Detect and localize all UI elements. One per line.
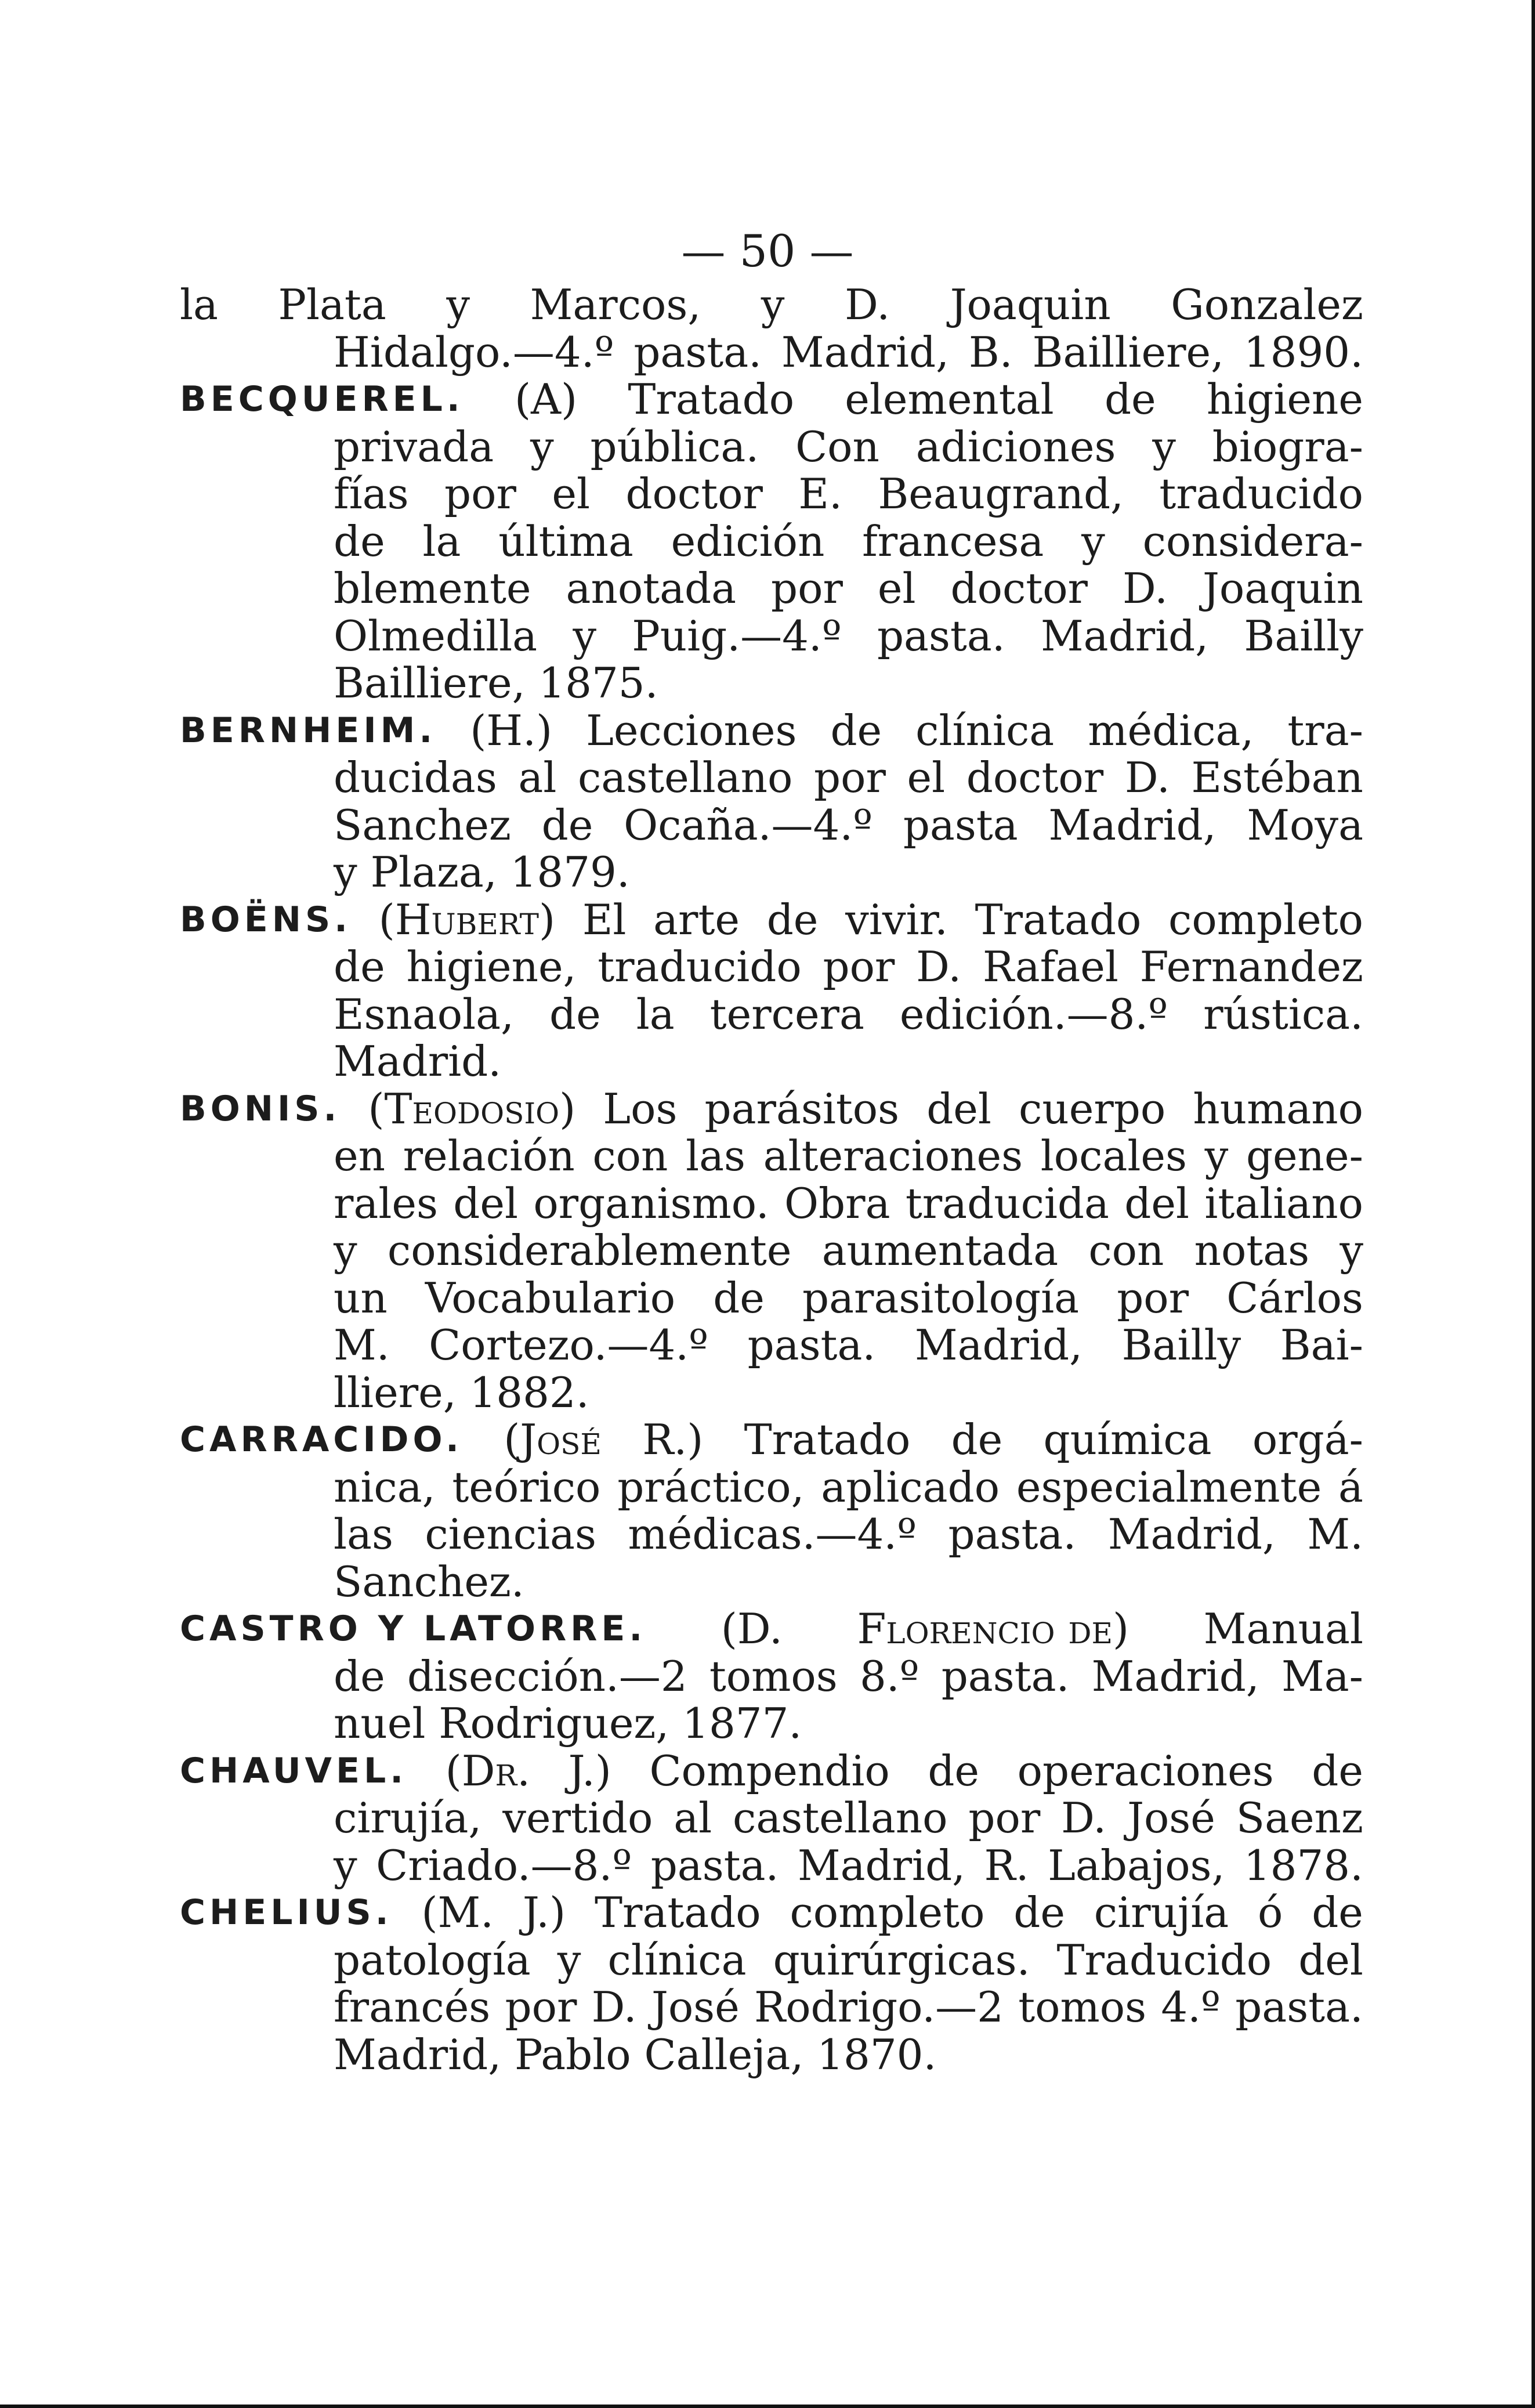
word: humano — [1193, 1084, 1363, 1133]
word: anotada — [566, 564, 737, 613]
word: El — [582, 895, 627, 944]
author-name: CASTRO Y LATORRE. — [180, 1608, 647, 1649]
word: Traducido — [1056, 1935, 1272, 1984]
word: francesa — [862, 516, 1044, 566]
text-line — [180, 1133, 1363, 1180]
word: operaciones — [1017, 1746, 1274, 1795]
word: de — [541, 800, 593, 849]
word: Vocabulario — [425, 1273, 676, 1322]
word: traducido — [1159, 469, 1363, 518]
word: pasta. — [877, 611, 1005, 660]
word: y Plaza, 1879. — [334, 848, 630, 896]
word: y — [573, 611, 597, 660]
word: Gonzalez — [1171, 280, 1363, 329]
text-line — [180, 1653, 1363, 1701]
word: al — [674, 1794, 712, 1842]
word: (D. — [721, 1604, 783, 1653]
word: Madrid, — [781, 327, 950, 377]
word: clínica — [607, 1935, 747, 1984]
word: por — [444, 469, 516, 518]
word: Madrid, — [1091, 1651, 1259, 1701]
word: blemente — [334, 564, 531, 613]
word: (M. — [421, 1888, 494, 1937]
word: de — [713, 1273, 765, 1322]
word: Sanchez. — [334, 1557, 524, 1606]
word: D. — [591, 1983, 637, 2031]
word: pública. — [590, 422, 759, 471]
word: por — [771, 564, 843, 613]
word: la — [636, 989, 675, 1039]
word: pasta — [903, 800, 1018, 849]
word: de — [549, 989, 601, 1039]
word: aplicado — [821, 1462, 1000, 1512]
word: Plata — [278, 280, 386, 329]
word: pasta. — [941, 1651, 1070, 1701]
word: D. — [1061, 1794, 1107, 1842]
word: tomos — [709, 1651, 838, 1701]
author-given-name: (Hubert) — [378, 895, 556, 944]
text-line — [180, 1038, 1363, 1086]
word: ciencias — [425, 1510, 596, 1559]
word: locales — [1040, 1131, 1187, 1180]
author-name: CHELIUS. — [180, 1892, 393, 1933]
text-line — [180, 1227, 1363, 1275]
word: Bailliere, — [1032, 327, 1224, 377]
word: Ma- — [1281, 1651, 1363, 1701]
author-given-name: (Teodosio) — [368, 1084, 576, 1133]
entry-heading-line — [180, 1086, 1363, 1133]
word: organismo. — [533, 1178, 769, 1228]
word: pasta. — [948, 1510, 1077, 1559]
word: de — [334, 1651, 385, 1701]
text-line — [180, 1795, 1363, 1842]
text-line — [180, 518, 1363, 566]
word: R. — [984, 1841, 1029, 1890]
word: parasitología — [802, 1273, 1080, 1322]
word: pasta. — [633, 327, 762, 377]
word: de — [1312, 1746, 1363, 1795]
entry-heading-line — [180, 1606, 1363, 1653]
entry-heading-line — [180, 1889, 1363, 1937]
word: y — [557, 1935, 581, 1984]
text-line — [180, 1842, 1363, 1890]
word: y — [1081, 516, 1105, 566]
word: Rafael — [982, 942, 1118, 991]
word: Madrid, — [1048, 800, 1217, 849]
text-line — [180, 1369, 1363, 1417]
author-name: BERNHEIM. — [180, 710, 437, 751]
word: considerablemente — [387, 1226, 792, 1275]
word: 4.º — [1161, 1983, 1221, 2031]
entry-heading-line — [180, 376, 1363, 424]
word: y — [446, 280, 470, 329]
word: tra- — [1287, 706, 1363, 755]
author-name: CHAUVEL. — [180, 1750, 408, 1791]
word: y — [334, 1226, 357, 1275]
word: por — [1117, 1273, 1189, 1322]
word: nuel Rodriguez, 1877. — [334, 1699, 802, 1748]
word: completo — [1168, 895, 1363, 944]
word: M. — [334, 1321, 390, 1369]
word: 1890. — [1243, 327, 1363, 377]
author-name: BOËNS. — [180, 899, 352, 940]
word: el — [552, 469, 590, 518]
word: Joaquin — [950, 280, 1111, 329]
word: B. — [968, 327, 1013, 377]
text-line — [180, 1559, 1363, 1606]
word: en — [334, 1131, 385, 1180]
word: orgá- — [1252, 1415, 1363, 1464]
word: un — [334, 1273, 388, 1322]
word: pasta. — [1235, 1983, 1363, 2031]
text-line — [180, 849, 1363, 896]
word: Esnaola, — [334, 989, 514, 1039]
word: Fernandez — [1139, 942, 1363, 991]
word: Bai- — [1280, 1321, 1363, 1369]
word: higiene, — [406, 942, 577, 991]
text-line — [180, 281, 1363, 329]
word: á — [1338, 1462, 1363, 1512]
word: Madrid, — [1107, 1510, 1276, 1559]
word: elemental — [845, 375, 1054, 424]
word: de — [766, 895, 819, 944]
word: Bailly — [1244, 611, 1363, 660]
word: tercera — [709, 989, 864, 1039]
word: doctor — [950, 564, 1088, 613]
word: las — [686, 1131, 745, 1180]
word: Olmedilla — [334, 611, 538, 660]
word: Madrid, — [1040, 611, 1209, 660]
entry-heading-line — [180, 1748, 1363, 1795]
word: Marcos, — [530, 280, 701, 329]
word: química — [1043, 1415, 1212, 1464]
word: y — [334, 1841, 357, 1890]
text-line — [180, 660, 1363, 707]
word: francés — [334, 1983, 491, 2031]
text-line — [180, 1700, 1363, 1748]
word: Cárlos — [1226, 1273, 1363, 1322]
word: y — [1339, 1226, 1363, 1275]
word: el — [877, 564, 916, 613]
word: Tratado — [975, 895, 1142, 944]
word: Tratado — [628, 375, 795, 424]
text-line — [180, 1275, 1363, 1322]
word: privada — [334, 422, 494, 471]
word: de — [1312, 1888, 1363, 1937]
text-line — [180, 802, 1363, 849]
text-line — [180, 1180, 1363, 1228]
word: arte — [653, 895, 740, 944]
word: del — [926, 1084, 991, 1133]
word: por — [505, 1983, 577, 2031]
page-number: — 50 — — [681, 225, 854, 277]
text-line — [180, 613, 1363, 660]
word: Labajos, — [1048, 1841, 1225, 1890]
word: patología — [334, 1935, 531, 1984]
text-line — [180, 424, 1363, 471]
text-line — [180, 1464, 1363, 1512]
word: D. — [1124, 753, 1170, 802]
word: considera- — [1142, 516, 1363, 566]
text-line — [180, 1511, 1363, 1559]
text-line — [180, 1322, 1363, 1369]
author-name: BECQUEREL. — [180, 379, 464, 420]
word: biogra- — [1212, 422, 1363, 471]
author-given-name: Florencio de) — [857, 1604, 1129, 1653]
word: por — [814, 753, 886, 802]
word: José — [651, 1983, 740, 2031]
word: médicas.—4.º — [628, 1510, 917, 1559]
word: práctico, — [617, 1462, 805, 1512]
word: doctor — [966, 753, 1104, 802]
text-line — [180, 565, 1363, 613]
word: Criado.—8.º — [376, 1841, 632, 1890]
author-name: CARRACIDO. — [180, 1419, 463, 1460]
word: lliere, 1882. — [334, 1368, 589, 1417]
word: médica, — [1088, 706, 1254, 755]
word: M. — [1307, 1510, 1363, 1559]
word: edición — [671, 516, 825, 566]
word: y — [761, 280, 785, 329]
text-line — [180, 1937, 1363, 1984]
text-line — [180, 329, 1363, 377]
word: italiano — [1204, 1178, 1363, 1228]
word: Moya — [1247, 800, 1363, 849]
word: clínica — [915, 706, 1055, 755]
word: (A) — [514, 375, 578, 424]
word: edición.—8.º — [899, 989, 1168, 1039]
word: rústica. — [1203, 989, 1363, 1039]
word: castellano — [577, 753, 793, 802]
word: Madrid, Pablo Calleja, 1870. — [334, 2030, 937, 2079]
word: de — [1104, 375, 1156, 424]
word: última — [498, 516, 633, 566]
word: D. — [916, 942, 962, 991]
word: Compendio — [649, 1746, 890, 1795]
word: por — [968, 1794, 1041, 1842]
text-line — [180, 2031, 1363, 2079]
word: adiciones — [915, 422, 1116, 471]
word: la — [180, 280, 218, 329]
word: de — [830, 706, 882, 755]
word: relación — [403, 1131, 575, 1180]
word: pasta. — [650, 1841, 779, 1890]
word: del — [1124, 1178, 1189, 1228]
word: gene- — [1246, 1131, 1363, 1180]
word: teórico — [452, 1462, 601, 1512]
word: quirúrgicas. — [773, 1935, 1030, 1984]
word: higiene — [1206, 375, 1363, 424]
word: Joaquin — [1202, 564, 1363, 613]
word: especialmente — [1016, 1462, 1322, 1512]
word: Con — [795, 422, 879, 471]
word: Estéban — [1191, 753, 1363, 802]
word: vivir. — [845, 895, 948, 944]
word: Rodrigo.—2 — [754, 1983, 1004, 2031]
word: completo — [790, 1888, 985, 1937]
word: disección.—2 — [407, 1651, 687, 1701]
word: Obra — [784, 1178, 890, 1228]
word: al — [518, 753, 557, 802]
word: 8.º — [859, 1651, 919, 1701]
word: nica, — [334, 1462, 436, 1512]
word: y — [1204, 1131, 1229, 1180]
word: de — [334, 942, 385, 991]
word: J.) — [568, 1746, 611, 1795]
author-given-name: (Dr. — [445, 1746, 530, 1795]
text-line — [180, 471, 1363, 518]
word: parásitos — [704, 1084, 900, 1133]
word: de — [951, 1415, 1003, 1464]
author-name: BONIS. — [180, 1088, 341, 1129]
word: Beaugrand, — [878, 469, 1124, 518]
word: rales — [334, 1178, 438, 1228]
author-given-name: (José — [504, 1415, 602, 1464]
word: las — [334, 1510, 393, 1559]
word: Puig.—4.º — [632, 611, 842, 660]
word: castellano — [733, 1794, 948, 1842]
word: Los — [603, 1084, 678, 1133]
word: vertido — [502, 1794, 653, 1842]
word: (H.) — [470, 706, 553, 755]
word: D. — [1122, 564, 1168, 613]
word: cuerpo — [1019, 1084, 1166, 1133]
word: cirujía, — [334, 1794, 482, 1842]
word: de — [334, 516, 385, 566]
word: la — [422, 516, 461, 566]
word: Manual — [1203, 1604, 1363, 1653]
text-line — [180, 754, 1363, 802]
word: Saenz — [1236, 1794, 1363, 1842]
word: ducidas — [334, 753, 497, 802]
word: Tratado — [594, 1888, 761, 1937]
word: Madrid, — [914, 1321, 1083, 1369]
word: de — [928, 1746, 980, 1795]
word: Bailly — [1121, 1321, 1241, 1369]
word: Sanchez — [334, 800, 511, 849]
entry-heading-line — [180, 1416, 1363, 1464]
word: E. — [798, 469, 842, 518]
word: Madrid. — [334, 1037, 502, 1086]
word: del — [1298, 1935, 1363, 1984]
entry-heading-line — [180, 707, 1363, 755]
word: traducida — [905, 1178, 1109, 1228]
word: por — [823, 942, 895, 991]
word: doctor — [625, 469, 763, 518]
word: Ocaña.—4.º — [624, 800, 873, 849]
word: y — [1152, 422, 1176, 471]
word: cirujía — [1094, 1888, 1229, 1937]
word: Madrid, — [797, 1841, 966, 1890]
word: Lecciones — [586, 706, 797, 755]
text-line — [180, 991, 1363, 1039]
word: pasta. — [747, 1321, 876, 1369]
word: Tratado — [744, 1415, 911, 1464]
entry-heading-line — [180, 896, 1363, 944]
word: José — [1127, 1794, 1215, 1842]
bibliography-text — [180, 281, 1363, 2078]
word: con — [592, 1131, 668, 1180]
word: Cortezo.—4.º — [429, 1321, 709, 1369]
word: J.) — [522, 1888, 566, 1937]
word: tomos — [1018, 1983, 1147, 2031]
word: con — [1088, 1226, 1164, 1275]
word: 1878. — [1243, 1841, 1363, 1890]
word: de — [1013, 1888, 1065, 1937]
word: traducido — [598, 942, 802, 991]
word: aumentada — [821, 1226, 1059, 1275]
word: notas — [1194, 1226, 1310, 1275]
text-line — [180, 1984, 1363, 2031]
word: del — [453, 1178, 518, 1228]
word: D. — [845, 280, 890, 329]
word: R.) — [642, 1415, 704, 1464]
word: fías — [334, 469, 409, 518]
word: Bailliere, 1875. — [334, 659, 658, 707]
word: ó — [1258, 1888, 1283, 1937]
word: el — [907, 753, 946, 802]
word: Hidalgo.—4.º — [334, 327, 614, 377]
word: y — [530, 422, 554, 471]
text-line — [180, 943, 1363, 991]
word: alteraciones — [763, 1131, 1023, 1180]
